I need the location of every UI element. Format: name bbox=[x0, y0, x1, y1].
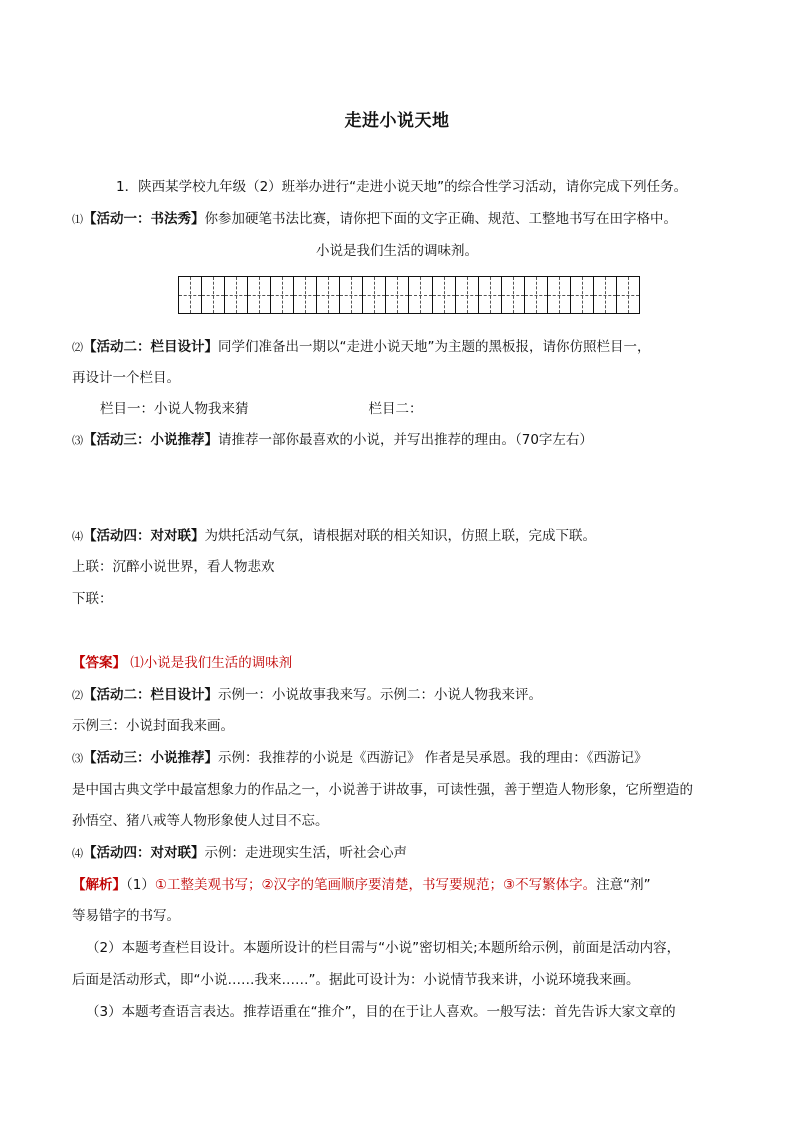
analysis-line-1 bbox=[72, 876, 651, 894]
analysis-line-1b: 等易错字的书写。 bbox=[72, 908, 180, 924]
part1-text: 你参加硬笔书法比赛，请你把下面的文字正确、规范、工整地书写在田字格中。 bbox=[204, 211, 677, 227]
part3-prompt bbox=[72, 431, 593, 450]
part4-label: 【活动四：对对联】 bbox=[83, 528, 205, 544]
answer-line-4 bbox=[72, 844, 407, 863]
grid-cell[interactable] bbox=[201, 277, 224, 313]
grid-cell[interactable] bbox=[616, 277, 639, 313]
answer-line-3c: 孙悟空、猪八戒等人物形象使人过目不忘。 bbox=[72, 813, 329, 829]
upper-couplet: 上联：沉醉小说世界，看人物悲欢 bbox=[72, 559, 275, 575]
answer-part1: ⑴小说是我们生活的调味剂 bbox=[130, 655, 293, 671]
part2-label: 【活动二：栏目设计】 bbox=[83, 339, 218, 355]
answer-line-3b: 是中国古典文学中最富想象力的作品之一，小说善于讲故事，可读性强，善于塑造人物形象，它所塑造的 bbox=[72, 782, 693, 798]
analysis-p1-points: ①工整美观书写；②汉字的笔画顺序要清楚，书写要规范；③不写繁体字。 bbox=[154, 877, 597, 893]
grid-cell[interactable] bbox=[455, 277, 478, 313]
answer4-label: 【活动四：对对联】 bbox=[83, 845, 205, 861]
lower-couplet: 下联： bbox=[72, 591, 113, 607]
answer2-text: 示例一：小说故事我来写。示例二：小说人物我来评。 bbox=[218, 687, 542, 703]
grid-cell[interactable] bbox=[316, 277, 339, 313]
part2-number: ⑵ bbox=[72, 341, 83, 354]
grid-cell[interactable] bbox=[339, 277, 362, 313]
grid-cell[interactable] bbox=[547, 277, 570, 313]
analysis-line-2: （2）本题考查栏目设计。本题所设计的栏目需与“小说”密切相关;本题所给示例，前面是活动内容， bbox=[86, 940, 681, 956]
grid-cell[interactable] bbox=[408, 277, 431, 313]
grid-cell[interactable] bbox=[593, 277, 616, 313]
part4-number: ⑷ bbox=[72, 530, 83, 543]
answer-line-1 bbox=[72, 654, 292, 672]
answer4-number: ⑷ bbox=[72, 847, 83, 860]
analysis-p1-text: 注意“剂” bbox=[596, 877, 651, 893]
part1-number: ⑴ bbox=[72, 213, 83, 226]
grid-cell[interactable] bbox=[362, 277, 385, 313]
answer-line-3 bbox=[72, 749, 648, 768]
answer3-number: ⑶ bbox=[72, 752, 83, 765]
grid-cell[interactable] bbox=[270, 277, 293, 313]
analysis-line-2b: 后面是活动形式，即“小说……我来……”。据此可设计为：小说情节我来讲，小说环境我来画。 bbox=[72, 972, 640, 988]
answer2-label: 【活动二：栏目设计】 bbox=[83, 687, 218, 703]
column-examples bbox=[100, 400, 423, 418]
answer-line-2 bbox=[72, 686, 542, 705]
question-intro: 1．陕西某学校九年级（2）班举办进行“走进小说天地”的综合性学习活动，请你完成下列任务。 bbox=[116, 179, 688, 195]
column-two: 栏目二： bbox=[368, 401, 423, 417]
part1-label: 【活动一：书法秀】 bbox=[83, 211, 205, 227]
grid-cell[interactable] bbox=[524, 277, 547, 313]
grid-cell[interactable] bbox=[179, 277, 201, 313]
calligraphy-sentence: 小说是我们生活的调味剂。 bbox=[316, 243, 478, 259]
answer3-text: 示例：我推荐的小说是《西游记》 作者是吴承恩。我的理由：《西游记》 bbox=[218, 750, 648, 766]
answer-line-2b: 示例三：小说封面我来画。 bbox=[72, 718, 234, 734]
part2-text: 同学们准备出一期以“走进小说天地”为主题的黑板报，请你仿照栏目一， bbox=[218, 339, 651, 355]
answer2-number: ⑵ bbox=[72, 689, 83, 702]
page-title: 走进小说天地 bbox=[344, 111, 450, 131]
tianzige-writing-grid[interactable] bbox=[178, 276, 640, 314]
grid-cell[interactable] bbox=[501, 277, 524, 313]
part2-prompt-cont: 再设计一个栏目。 bbox=[72, 370, 180, 386]
part1-prompt bbox=[72, 210, 677, 229]
answer4-text: 示例：走进现实生活，听社会心声 bbox=[204, 845, 407, 861]
answer-label: 【答案】 bbox=[72, 655, 126, 671]
grid-cell[interactable] bbox=[570, 277, 593, 313]
part3-number: ⑶ bbox=[72, 434, 83, 447]
answer3-label: 【活动三：小说推荐】 bbox=[83, 750, 218, 766]
grid-cell[interactable] bbox=[293, 277, 316, 313]
column-one: 栏目一：小说人物我来猜 bbox=[100, 401, 249, 417]
grid-cell[interactable] bbox=[432, 277, 455, 313]
analysis-line-3: （3）本题考查语言表达。推荐语重在“推介”，目的在于让人喜欢。一般写法：首先告诉大家文章的 bbox=[86, 1004, 676, 1020]
part2-prompt bbox=[72, 338, 651, 357]
part3-text: 请推荐一部你最喜欢的小说，并写出推荐的理由。（70字左右） bbox=[218, 432, 593, 448]
grid-cell[interactable] bbox=[224, 277, 247, 313]
grid-cell[interactable] bbox=[385, 277, 408, 313]
grid-cell[interactable] bbox=[247, 277, 270, 313]
part4-prompt bbox=[72, 527, 596, 546]
analysis-label: 【解析】 bbox=[72, 877, 126, 893]
grid-cell[interactable] bbox=[478, 277, 501, 313]
part4-text: 为烘托活动气氛，请根据对联的相关知识，仿照上联，完成下联。 bbox=[204, 528, 596, 544]
part3-label: 【活动三：小说推荐】 bbox=[83, 432, 218, 448]
analysis-p1-number: （1） bbox=[126, 877, 155, 893]
